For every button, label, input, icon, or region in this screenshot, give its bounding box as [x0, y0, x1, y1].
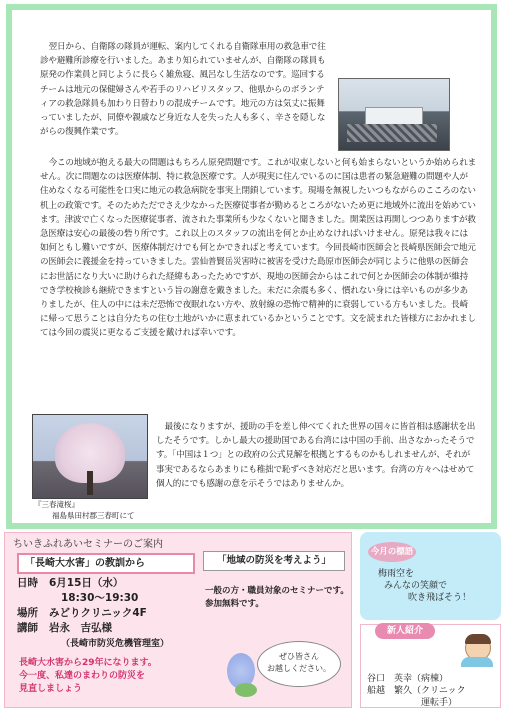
article-paragraph-1: 翌日から、自衛隊の隊員が運転、案内してくれる自衛隊車用の救急車で往診や避難所診療を行いました。あまり知られていませんが、自衛隊の隊員も原発の作業員と同じように長らく雑魚寝、風呂なし生活なのです。巡回するチームは地元の保健婦さんや若手のリハビリスタッフ、他県からのボランティアの救急隊員も加わり日替わりの混成チームです。地元の方は気丈に振舞っていましたが、同僚や親戚など身近な人を失った人も多く、辛さを隠しながらの復興作業です。: [40, 42, 326, 138]
photo-caption-location: 福島県田村郡三春町にて: [52, 511, 135, 520]
invite-text: [205, 585, 349, 611]
lecturer-value: 岩永 吉弘様: [49, 622, 112, 634]
date-value: 6月15日（水）: [49, 577, 124, 589]
note-line-3: 見直しましょう: [19, 684, 83, 694]
date-label: 日時: [17, 577, 38, 589]
disaster-site-photo: [338, 78, 450, 151]
lecturer-label: 講師: [17, 622, 38, 634]
seminar-topic: 「地域の防災を考えよう」: [203, 551, 345, 571]
place-label: 場所: [17, 607, 38, 619]
seminar-title: 「長崎大水害」の教訓から: [17, 553, 195, 574]
motto-line-2: みんなの笑顔で: [384, 581, 448, 591]
speech-bubble: [257, 641, 341, 687]
article-paragraph-2: 今この地域が抱える最大の問題はもちろん原発問題です。これが収束しないと何も始まらないというか始められません。次に問題なのは医療体制、特に救急医療です。人が現実に住んでいるのに国は患者の緊急避難の問題や人が住めなくなる可能性を口実に地元の救急病院を事実上閉鎖しています。現場を無視したいつもながらのこころのない机上の政策です。そのためただでさえ少なかった医療従事者が勤めるところがないため更に地域外に流出を始めています。津波で亡くなった医療従事者、流された事業所も少なくないと聞きました。開業医は再開しつつありますが救急医療は安心の最後の砦り所です。これ以上のスタッフの流出を何とか止めなければいけません。原発は我々には如何ともし難いですが、医療体制だけでも何とかできればと考えています。今回長崎市医師会と長崎県医師会で地元の医師会に義援金を持っていきました。雲仙普賢岳災害時に被害を受けた島原市医師会が同じように他県の医師会にお世話になり大いに助けられた経緯もあったためですが、現地の医師会からはこれで何とか医師会の体制が維持でき学校検診も継続できますという旨の謝意を戴きました。未だに余震も多く、慣れない身には辛いものが多少ありましたが、住人の中には未だ恐怖で夜眠れない方や、放射線の恐怖で精神的に衰弱している方もいました。長崎に帰って思うことは自分たちの住む土地がいかに恵まれているかということです。文を読まれた皆様方におかれましては今回の震災に更なるご支援を戴ければ幸いです。: [40, 158, 476, 339]
motto-line-1: 梅雨空を: [378, 569, 415, 579]
tree-trunk-shape: [87, 471, 93, 495]
cherry-tree-photo: [32, 414, 148, 499]
seminar-heading: ちいきふれあいセミナーのご案内: [13, 539, 163, 550]
new-staff-line-1: 谷口 英幸（病棟）: [367, 674, 449, 684]
invite-line-1: 一般の方・職員対象のセミナーです。: [205, 586, 349, 596]
new-staff-line-2: 船越 繁久（クリニック: [367, 686, 466, 696]
bubble-line-2: お越しください。: [267, 664, 331, 673]
bubble-line-1: ぜひ皆さん: [279, 652, 319, 661]
lower-section: [4, 532, 501, 710]
monthly-motto-panel: [360, 532, 501, 620]
motto-tag: 今月の標語: [368, 542, 416, 562]
place-value: みどりクリニック4F: [49, 607, 147, 619]
invite-line-2: 参加無料です。: [205, 599, 264, 609]
motto-text: [378, 568, 471, 604]
note-line-2: 今一度、私達のまわりの防災を: [19, 671, 146, 681]
leaf-icon: [235, 683, 257, 697]
time-value: 18:30～19:30: [61, 592, 139, 604]
seminar-panel: [4, 532, 352, 708]
motto-line-3: 吹き飛ばそう！: [408, 593, 472, 603]
article-paragraph-3: 最後になりますが、援助の手を差し伸べてくれた世界の国々に皆首相は感謝状を出したそうです。しかし最大の援助国である台湾には中国の手前、出さなかったそうです。「中国は１つ」との政府の公式見解を根拠とするものかもしれませんが、それが事実であるならあまりにも稚拙で恥ずべき対応だと思います。台湾の方々へはせめて個人的にでも感謝の意を示そうではありませんか。: [156, 422, 476, 489]
new-staff-tag: 新人紹介: [375, 623, 435, 639]
photo-caption-title: 『三春滝桜』: [34, 500, 79, 509]
new-staff-panel: [360, 624, 501, 708]
note-line-1: 長崎大水害から29年になります。: [19, 658, 157, 668]
debris-shape: [347, 124, 437, 142]
person-shirt-shape: [461, 657, 493, 667]
lecturer-org: （長崎市防災危機管理室）: [61, 639, 170, 649]
new-staff-line-3: 運転手）: [421, 698, 458, 708]
